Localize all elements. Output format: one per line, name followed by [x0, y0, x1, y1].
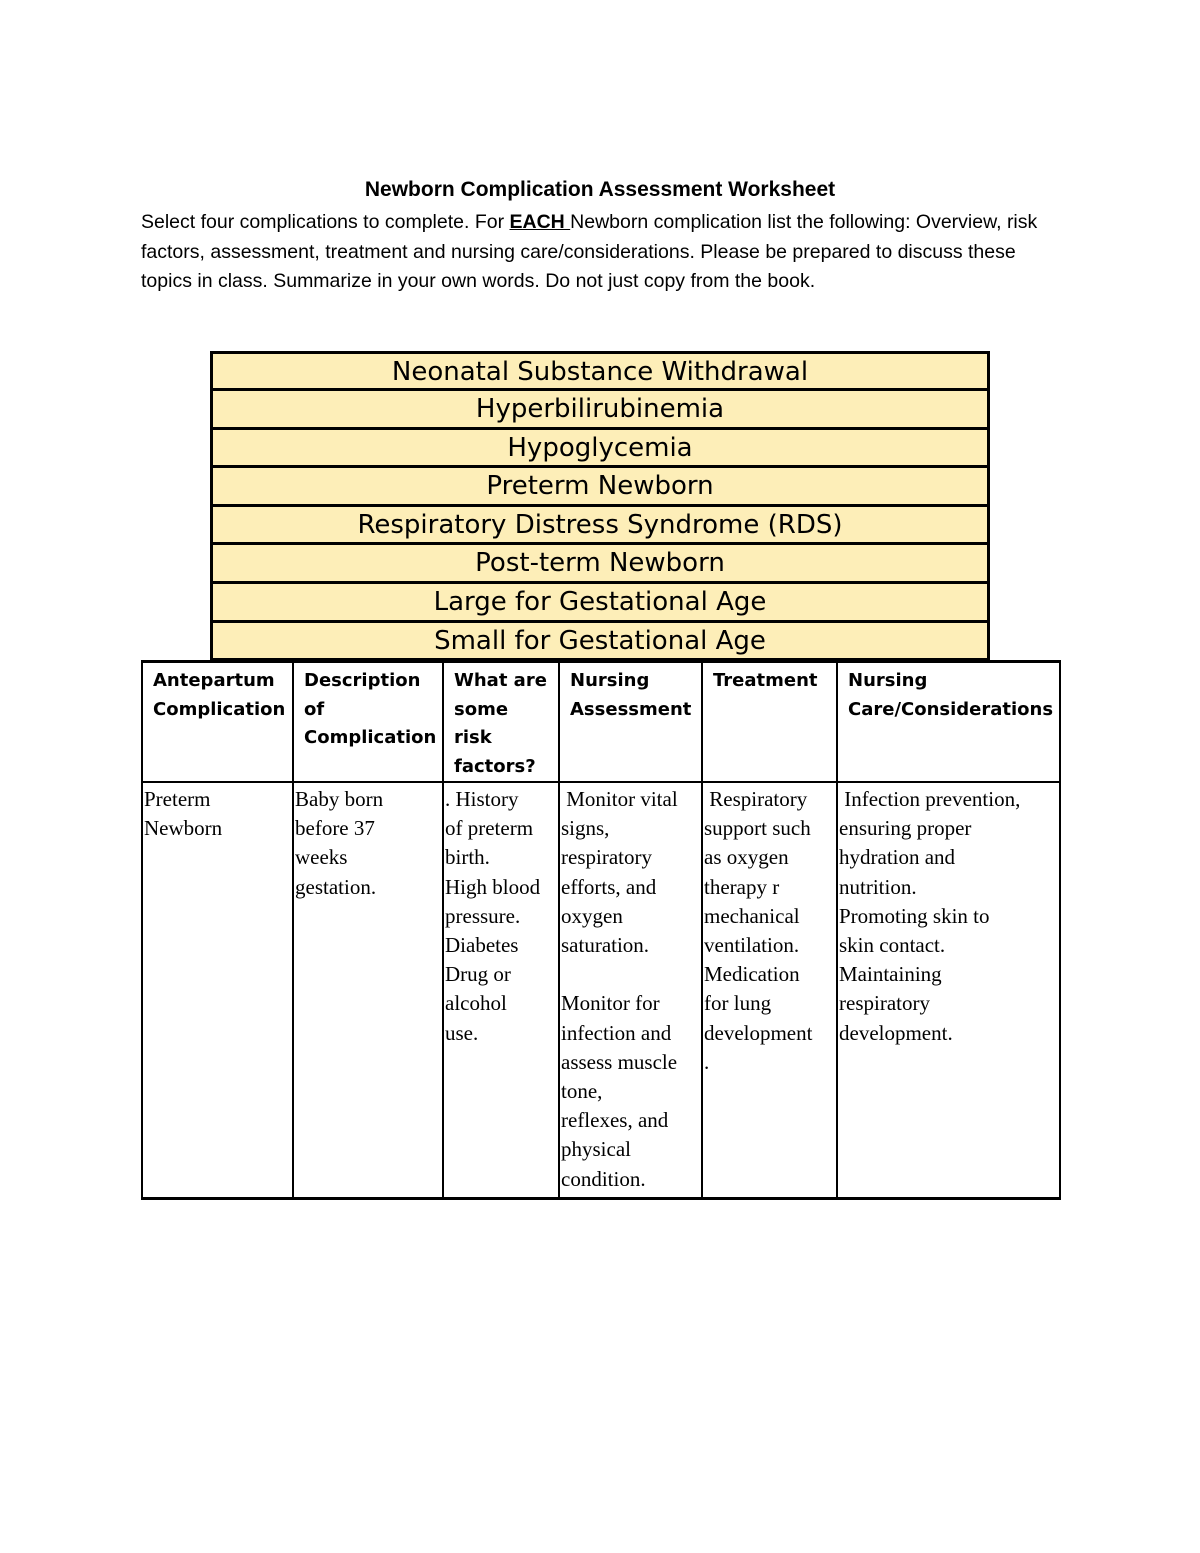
- complication-item: Post-term Newborn: [210, 545, 990, 584]
- column-header-description: Description of Complication: [293, 662, 443, 783]
- complication-item: Neonatal Substance Withdrawal: [210, 351, 990, 391]
- instructions-emphasis: EACH: [509, 211, 571, 233]
- table-header-row: [142, 662, 1060, 783]
- complication-item: Respiratory Distress Syndrome (RDS): [210, 507, 990, 546]
- table-row: [142, 782, 1060, 1199]
- cell-complication: Preterm Newborn: [142, 782, 293, 1199]
- cell-treatment: Respiratory support such as oxygen therapy r mechanical ventilation. Medication for lung development .: [702, 782, 837, 1199]
- column-header-nursing-assessment: Nursing Assessment: [559, 662, 702, 783]
- complication-item: Small for Gestational Age: [210, 623, 990, 662]
- cell-nursing-care: Infection prevention, ensuring proper hydration and nutrition. Promoting skin to skin contact. Maintaining respiratory development.: [837, 782, 1060, 1199]
- column-header-risk-factors: What are some risk factors?: [443, 662, 559, 783]
- instructions: [141, 208, 1061, 297]
- complication-item: Preterm Newborn: [210, 468, 990, 507]
- page-title: Newborn Complication Assessment Worksheet: [364, 178, 836, 201]
- complication-item: Hypoglycemia: [210, 430, 990, 469]
- complication-list: [210, 351, 990, 661]
- column-header-complication: Antepartum Complication: [142, 662, 293, 783]
- instructions-text-start: Select four complications to complete. For: [141, 211, 510, 233]
- cell-description: Baby born before 37 weeks gestation.: [293, 782, 443, 1199]
- complication-item: Large for Gestational Age: [210, 584, 990, 623]
- assessment-table: [141, 660, 1061, 1200]
- instructions-text-end: Newborn complication list the following: Overview, risk factors, assessment, treatment and nursing care/considerations. Please be prepared to discuss these topics in class. Summarize in your own words. Do not just copy from the book.: [141, 211, 1038, 292]
- cell-nursing-assessment: Monitor vital signs, respiratory efforts, and oxygen saturation. Monitor for infection and assess muscle tone, reflexes, and physical condition.: [559, 782, 702, 1199]
- cell-risk-factors: . History of preterm birth. High blood pressure. Diabetes Drug or alcohol use.: [443, 782, 559, 1199]
- column-header-treatment: Treatment: [702, 662, 837, 783]
- column-header-nursing-care: Nursing Care/Considerations: [837, 662, 1060, 783]
- complication-item: Hyperbilirubinemia: [210, 391, 990, 430]
